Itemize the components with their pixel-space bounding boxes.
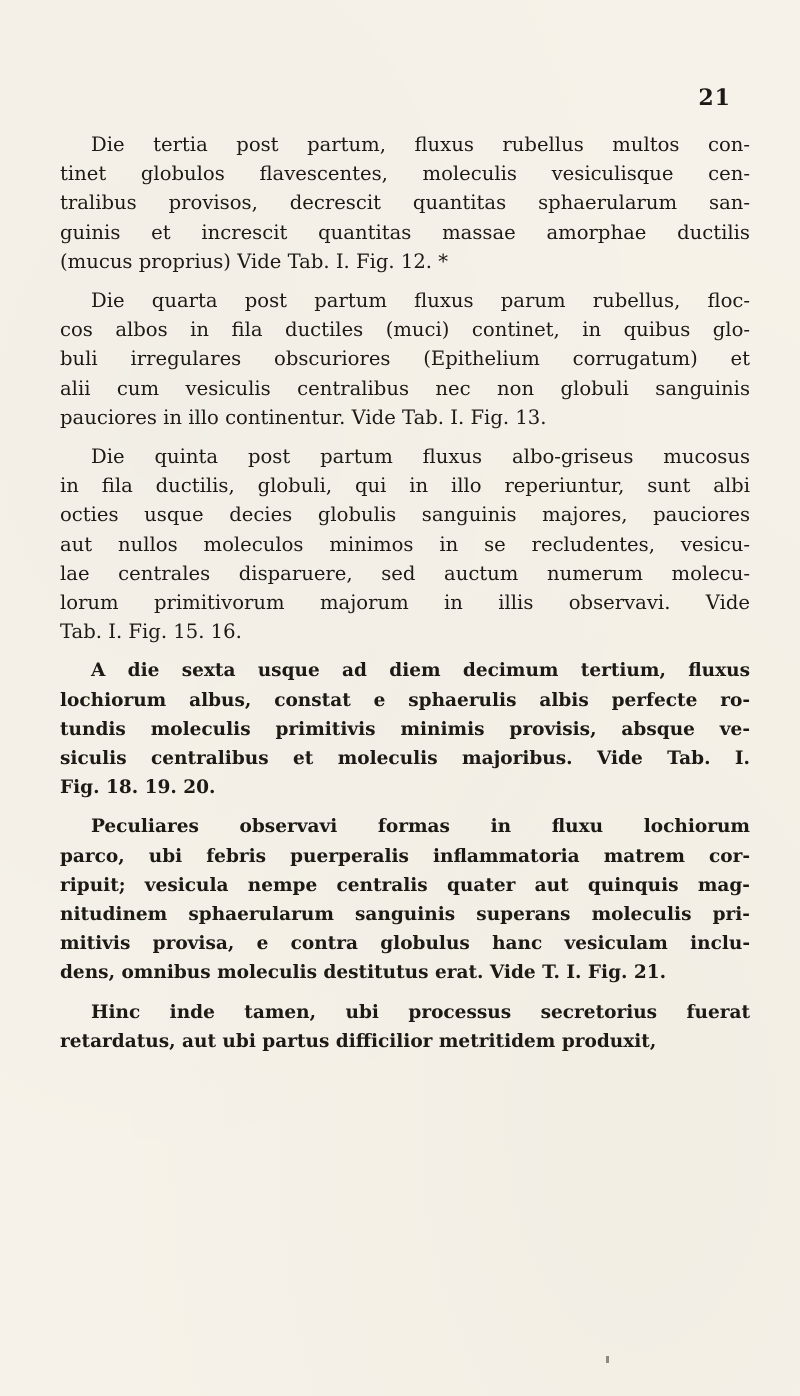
text-line: in fila ductilis, globuli, qui in illo reperiuntur, sunt albi <box>60 474 750 498</box>
text-line: lochiorum albus, constat e sphaerulis albis perfecte ro- <box>60 689 750 711</box>
text-line: alii cum vesiculis centralibus nec non globuli sanguinis <box>60 376 750 400</box>
text-line: guinis et increscit quantitas massae amorphae ductilis <box>60 220 750 244</box>
text-line: tinet globulos flavescentes, moleculis vesiculisque cen- <box>60 162 750 186</box>
text-line: retardatus, aut ubi partus difficilior metritidem produxit, <box>60 1030 657 1052</box>
paragraph-5 <box>60 812 750 987</box>
body-text <box>60 130 750 1056</box>
text-line: dens, omnibus moleculis destitutus erat. Vide T. I. Fig. 21. <box>60 962 667 984</box>
text-line: Die tertia post partum, fluxus rubellus multos con- <box>91 133 750 156</box>
page-number: 21 <box>698 85 731 111</box>
text-line: nitudinem sphaerularum sanguinis superans moleculis pri- <box>60 904 750 926</box>
paragraph-1 <box>60 130 750 276</box>
text-line: aut nullos moleculos minimos in se recludentes, vesicu- <box>60 532 750 556</box>
text-line: lorum primitivorum majorum in illis observavi. Vide <box>60 591 750 615</box>
ink-spot <box>606 1356 609 1363</box>
paragraph-4 <box>60 656 750 802</box>
text-line: (mucus proprius) Vide Tab. I. Fig. 12. * <box>60 249 449 273</box>
paragraph-3 <box>60 442 750 646</box>
text-line: A die sexta usque ad diem decimum tertium, fluxus <box>91 660 750 682</box>
text-line: octies usque decies globulis sanguinis majores, pauciores <box>60 503 750 527</box>
text-line: tralibus provisos, decrescit quantitas sphaerularum san- <box>60 191 750 215</box>
text-line: Die quarta post partum fluxus parum rubellus, floc- <box>91 289 750 313</box>
text-line: Hinc inde tamen, ubi processus secretorius fuerat <box>91 1001 750 1023</box>
text-line: ripuit; vesicula nempe centralis quater aut quinquis mag- <box>60 874 750 896</box>
text-line: Die quinta post partum fluxus albo-griseus mucosus <box>91 445 750 469</box>
text-line: tundis moleculis primitivis minimis provisis, absque ve- <box>60 718 750 740</box>
text-line: buli irregulares obscuriores (Epithelium corrugatum) et <box>60 347 750 371</box>
paragraph-2 <box>60 286 750 432</box>
text-line: lae centrales disparuere, sed auctum numerum molecu- <box>60 561 750 585</box>
text-line: Peculiares observavi formas in fluxu lochiorum <box>91 816 750 838</box>
text-line: parco, ubi febris puerperalis inflammatoria matrem cor- <box>60 845 750 867</box>
paragraph-6 <box>60 998 750 1056</box>
text-line: cos albos in fila ductiles (muci) continet, in quibus glo- <box>60 318 750 342</box>
text-line: mitivis provisa, e contra globulus hanc vesiculam inclu- <box>60 933 750 955</box>
text-line: siculis centralibus et moleculis majoribus. Vide Tab. I. <box>60 748 750 770</box>
text-line: Fig. 18. 19. 20. <box>60 777 216 799</box>
text-line: Tab. I. Fig. 15. 16. <box>60 620 242 644</box>
text-line: pauciores in illo continentur. Vide Tab. I. Fig. 13. <box>60 405 547 429</box>
